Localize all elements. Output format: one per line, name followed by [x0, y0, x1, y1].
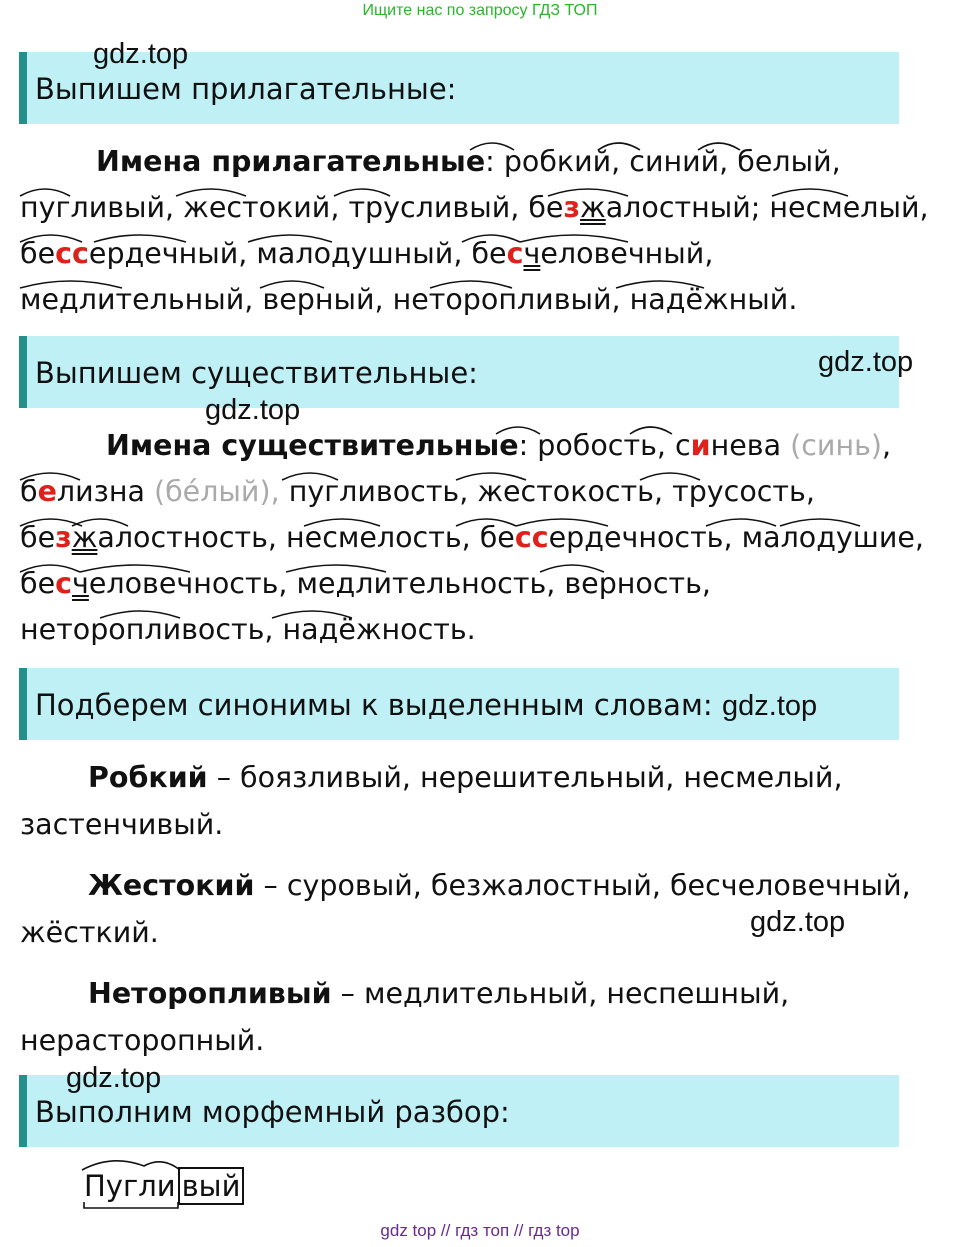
highlight-letter: сс [514, 521, 549, 554]
text: застенчивый. [20, 808, 224, 841]
paragraph-line [20, 862, 930, 909]
text: – боязливый, нерешительный, несмелый, [207, 761, 843, 794]
text: нерасторопный. [20, 1024, 265, 1057]
text: лизна [56, 475, 154, 508]
paragraph-line [20, 970, 930, 1017]
text: нева [710, 429, 791, 462]
section-title: Выпишем прилагательные: [35, 72, 457, 106]
watermark: gdz.top [205, 394, 301, 426]
underlined-letter: ч [72, 567, 89, 600]
section-banner-nouns [19, 336, 899, 408]
text: бе [20, 567, 56, 600]
synonym-word: Неторопливый [88, 977, 332, 1010]
text: пугливый, жестокий, трусливый, бе [20, 191, 564, 224]
paragraph-line [20, 801, 930, 848]
morpheme-parse [82, 1166, 244, 1206]
text: ердечность, малодушие, [548, 521, 924, 554]
highlight-letter: и [690, 429, 711, 462]
synonym-word: Жестокий [88, 869, 255, 902]
text: : робкий, синий, белый, [485, 145, 841, 178]
paragraph-line [20, 1017, 930, 1064]
text: бе [20, 521, 56, 554]
morpheme-ending-box: вый [178, 1167, 245, 1205]
adjectives-lead: Имена прилагательные [96, 145, 486, 178]
text: алостность, несмелость, бе [97, 521, 515, 554]
text: еловечный, [540, 237, 714, 270]
text: – медлительный, неспешный, [331, 977, 790, 1010]
morpheme-stem: Пугли [84, 1169, 176, 1203]
paragraph-line [20, 277, 930, 323]
paragraph-line [20, 185, 930, 231]
underlined-letter: ж [71, 521, 98, 554]
text: алостный; несмелый, [605, 191, 929, 224]
text: б [20, 475, 38, 508]
underlined-letter: ч [523, 237, 541, 270]
text: ердечный, малодушный, бе [88, 237, 507, 270]
section-title: Выпишем существительные: [35, 356, 478, 390]
text: неторопливость, надёжность. [20, 613, 476, 646]
highlight-letter: сс [55, 237, 89, 270]
watermark: gdz.top [93, 38, 189, 70]
adjectives-paragraph [20, 139, 930, 323]
paragraph-line [20, 423, 930, 469]
paragraph-line [20, 754, 930, 801]
grey-hint: (бéлый), [153, 475, 280, 508]
synonym-entry [20, 754, 930, 848]
text: : робость, с [518, 429, 691, 462]
section-title: Выполним морфемный разбор: [35, 1095, 510, 1129]
text: , [882, 429, 892, 462]
text: пугливость, жестокость, трусость, [279, 475, 815, 508]
paragraph-line [20, 469, 930, 515]
text: медлительный, верный, неторопливый, надёжный. [20, 283, 798, 316]
text: жёсткий. [20, 916, 159, 949]
synonym-word: Робкий [88, 761, 208, 794]
paragraph-line [20, 139, 930, 185]
nouns-lead: Имена существительные [106, 429, 519, 462]
top-search-hint: Ищите нас по запросу ГДЗ ТОП [362, 2, 598, 19]
grey-hint: (синь) [790, 429, 883, 462]
watermark: gdz.top [750, 906, 846, 938]
highlight-letter: с [55, 567, 73, 600]
section-title: Подберем синонимы к выделенным словам: [35, 688, 713, 722]
watermark: gdz.top [722, 690, 818, 722]
paragraph-line [20, 561, 930, 607]
text: еловечность, медлительность, верность, [88, 567, 711, 600]
paragraph-line [20, 515, 930, 561]
highlight-letter: з [55, 521, 72, 554]
paragraph-line [20, 607, 930, 653]
synonym-entry [20, 970, 930, 1064]
highlight-letter: з [563, 191, 581, 224]
footer-note: gdz top // гдз топ // гдз top [380, 1221, 580, 1240]
underlined-letter: ж [580, 191, 606, 224]
text: – суровый, безжалостный, бесчеловечный, [254, 869, 911, 902]
highlight-letter: е [37, 475, 57, 508]
text: бе [20, 237, 56, 270]
highlight-letter: с [506, 237, 524, 270]
watermark: gdz.top [818, 346, 914, 378]
nouns-paragraph [20, 423, 930, 653]
watermark: gdz.top [66, 1062, 162, 1094]
paragraph-line [20, 231, 930, 277]
